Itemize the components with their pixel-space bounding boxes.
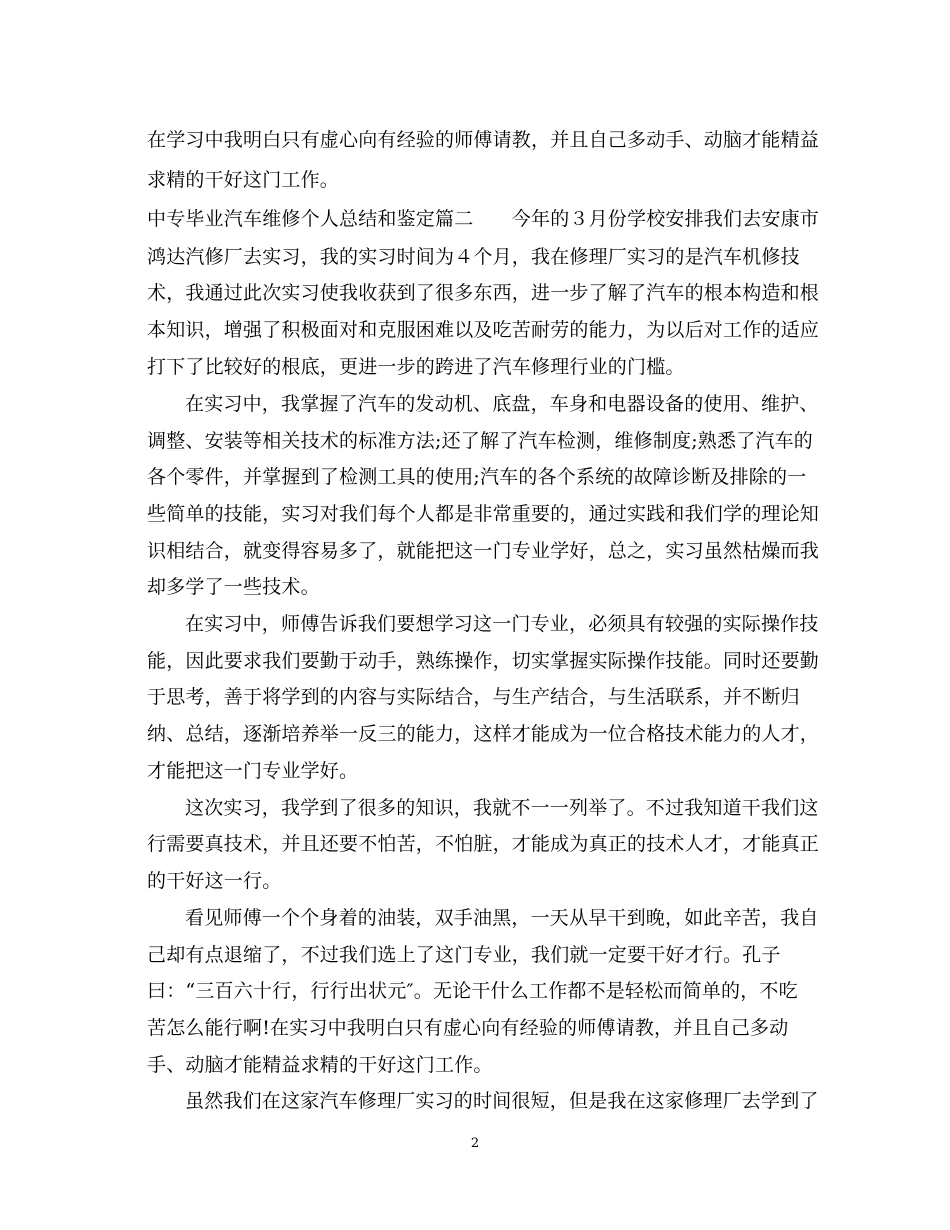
text-line: 本知识，增强了积极面对和克服困难以及吃苦耐劳的能力，为以后对工作的适应: [147, 319, 820, 341]
text-line: 于思考，善于将学到的内容与实际结合，与生产结合，与生活联系，并不断归: [147, 686, 800, 708]
text-line: 纳、总结，逐渐培养举一反三的能力，这样才能成为一位合格技术能力的人才，: [147, 723, 820, 745]
text-line: 鸿达汽修厂去实习，我的实习时间为４个月，我在修理厂实习的是汽车机修技: [147, 246, 800, 268]
text-line: 手、动脑才能精益求精的干好这门工作。: [147, 1054, 493, 1076]
text-line: 术，我通过此次实习使我收获到了很多东西，进一步了解了汽车的根本构造和根: [147, 282, 820, 304]
page-number: 2: [470, 1136, 480, 1151]
text-line: 己却有点退缩了，不过我们选上了这门专业，我们就一定要干好才行。孔子: [147, 944, 781, 966]
text-line: 能，因此要求我们要勤于动手，熟练操作，切实掌握实际操作技能。同时还要勤: [147, 650, 820, 672]
paragraph-start-line: 虽然我们在这家汽车修理厂实习的时间很短，但是我在这家修理厂去学到了: [185, 1090, 819, 1112]
paragraph-start-line: 这次实习，我学到了很多的知识，我就不一一列举了。不过我知道干我们这: [185, 797, 819, 819]
text-line: 识相结合，就变得容易多了，就能把这一门专业学好，总之，实习虽然枯燥而我: [147, 540, 820, 562]
text-line: 调整、安装等相关技术的标准方法;还了解了汽车检测，维修制度;熟悉了汽车的: [147, 430, 814, 452]
paragraph-start-line: 在实习中，我掌握了汽车的发动机、底盘，车身和电器设备的使用、维护、: [185, 393, 819, 415]
text-line: 苦怎么能行啊!在实习中我明白只有虚心向有经验的师傅请教，并且自己多动: [147, 1017, 789, 1039]
text-line: 些简单的技能，实习对我们每个人都是非常重要的，通过实践和我们学的理论知: [147, 503, 820, 525]
text-line: 却多学了一些技术。: [147, 576, 320, 598]
text-line: 才能把这一门专业学好。: [147, 760, 359, 782]
paragraph-start-line: 在实习中，师傅告诉我们要想学习这一门专业，必须具有较强的实际操作技: [185, 613, 819, 635]
text-line: 各个零件，并掌握到了检测工具的使用;汽车的各个系统的故障诊断及排除的一: [147, 466, 807, 488]
text-line: 求精的干好这门工作。: [147, 169, 340, 191]
text-line: 行需要真技术，并且还要不怕苦，不怕脏，才能成为真正的技术人才，才能真正: [147, 833, 820, 855]
text-line: 曰：“三百六十行，行行出状元″。无论干什么工作都不是轻松而简单的，不吃: [147, 980, 798, 1002]
text-line: 打下了比较好的根底，更进一步的跨进了汽车修理行业的门槛。: [147, 356, 685, 378]
text-line: 在学习中我明白只有虚心向有经验的师傅请教，并且自己多动手、动脑才能精益: [147, 129, 820, 151]
paragraph-start-line: 看见师傅一个个身着的油装，双手油黑，一天从早干到晚，如此辛苦，我自: [185, 907, 819, 929]
text-line: 中专毕业汽车维修个人总结和鉴定篇二 今年的３月份学校安排我们去安康市: [147, 208, 820, 230]
text-line: 的干好这一行。: [147, 870, 282, 892]
